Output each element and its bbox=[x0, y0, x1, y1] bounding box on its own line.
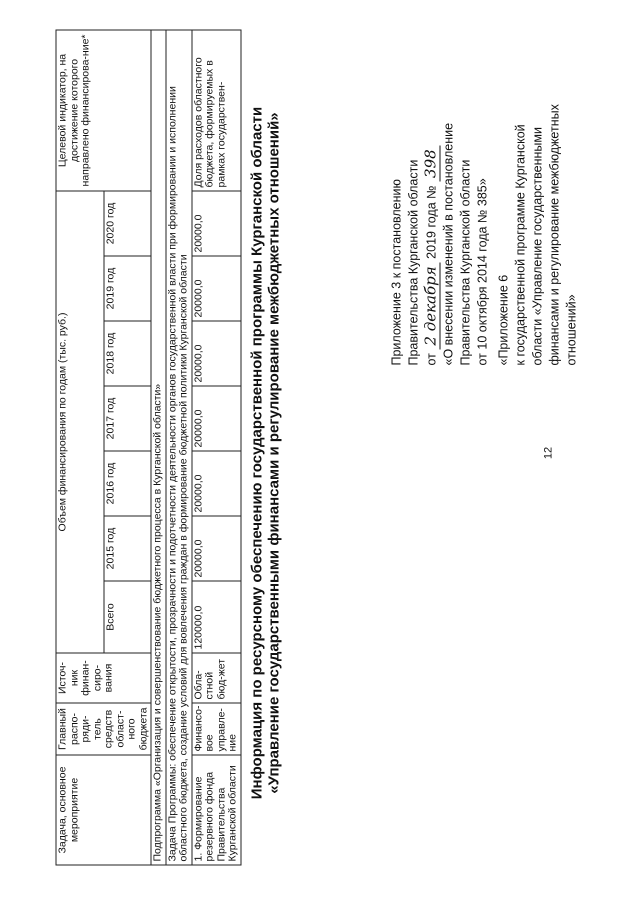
header-source: Источ-ник финан-сиро-вания bbox=[56, 653, 151, 703]
handwritten-date: 2 декабря bbox=[421, 262, 440, 349]
cell-2016: 20000,0 bbox=[191, 451, 240, 516]
cell-2015: 20000,0 bbox=[191, 516, 240, 581]
funding-table bbox=[55, 29, 241, 865]
appendix3-line4: «О внесении изменений в постановление bbox=[441, 122, 455, 365]
header-2018: 2018 год bbox=[103, 321, 151, 386]
row-number: 1. bbox=[191, 852, 204, 861]
appendix6-line4: финансами и регулирование межбюджетных bbox=[547, 103, 561, 365]
appendix-3-header bbox=[388, 5, 491, 365]
manager-cell: Финансо-вое управле-ние bbox=[191, 703, 240, 755]
appendix3-line6: от 10 октября 2014 года № 385» bbox=[475, 177, 489, 365]
header-2017: 2017 год bbox=[103, 386, 151, 451]
task-row bbox=[165, 29, 191, 864]
cell-2017: 20000,0 bbox=[191, 386, 240, 451]
handwritten-number: 398 bbox=[421, 145, 440, 182]
appendix3-date-prefix: от bbox=[424, 352, 438, 365]
appendix6-line1: «Приложение 6 bbox=[496, 274, 510, 365]
measure-text: Формирование резервного фонда Правительства Курганской области bbox=[191, 764, 238, 861]
header-2020: 2020 год bbox=[103, 190, 151, 255]
appendix3-line1: Приложение 3 к постановлению bbox=[389, 178, 403, 365]
task-cell: Задача Программы: обеспечение открытости, прозрачности и подотчетности деятельности органов государственной власти при формировании и исполнении областного бюджета, создание условий для вовлечения граждан в формирование бюджетной политики Курганской области bbox=[165, 29, 191, 864]
document-title bbox=[248, 40, 282, 865]
page-number: 12 bbox=[542, 446, 554, 459]
source-cell: Обла-стной бюд-жет bbox=[191, 653, 240, 703]
total-cell: 120000,0 bbox=[191, 581, 240, 653]
header-2015: 2015 год bbox=[103, 516, 151, 581]
header-row-1 bbox=[56, 29, 104, 864]
subprogram-row bbox=[151, 29, 166, 864]
header-2019: 2019 год bbox=[103, 256, 151, 321]
appendix3-line3 bbox=[422, 5, 440, 365]
target-cell: Доля расходов областного бюджета, формируемых в рамках государствен- bbox=[191, 29, 240, 190]
header-main-manager: Главный распо-ряди-тель средств област-ного бюджета bbox=[56, 703, 151, 755]
title-line1: Информация по ресурсному обеспечению государственной программы Курганской области bbox=[248, 106, 265, 799]
appendix3-date-mid: 2019 года № bbox=[424, 184, 438, 259]
header-2016: 2016 год bbox=[103, 451, 151, 516]
appendix6-line2: к государственной программе Курганской bbox=[513, 123, 527, 365]
cell-2018: 20000,0 bbox=[191, 321, 240, 386]
title-line2: «Управление государственными финансами и регулирование межбюджетных отношений» bbox=[265, 111, 282, 794]
cell-2019: 20000,0 bbox=[191, 256, 240, 321]
measure-cell bbox=[191, 755, 240, 865]
subprogram-cell: Подпрограмма «Организация и совершенствование бюджетного процесса в Курганской области» bbox=[151, 29, 166, 864]
header-task: Задача, основное мероприятие bbox=[56, 755, 151, 865]
appendix3-line5: Правительства Курганской области bbox=[458, 159, 472, 365]
table-row bbox=[191, 29, 240, 864]
appendix6-line3: области «Управление государственными bbox=[530, 126, 544, 365]
header-target: Целевой индикатор, на достижение которого направлено финансирова-ние* bbox=[56, 29, 151, 190]
appendix3-line2: Правительства Курганской области bbox=[406, 159, 420, 365]
appendix-6-header bbox=[495, 5, 580, 365]
appendix6-line5: отношений» bbox=[564, 293, 578, 365]
header-volume-group: Объем финансирования по годам (тыс. руб.) bbox=[56, 190, 104, 652]
cell-2020: 20000,0 bbox=[191, 190, 240, 255]
header-total: Всего bbox=[103, 581, 151, 653]
